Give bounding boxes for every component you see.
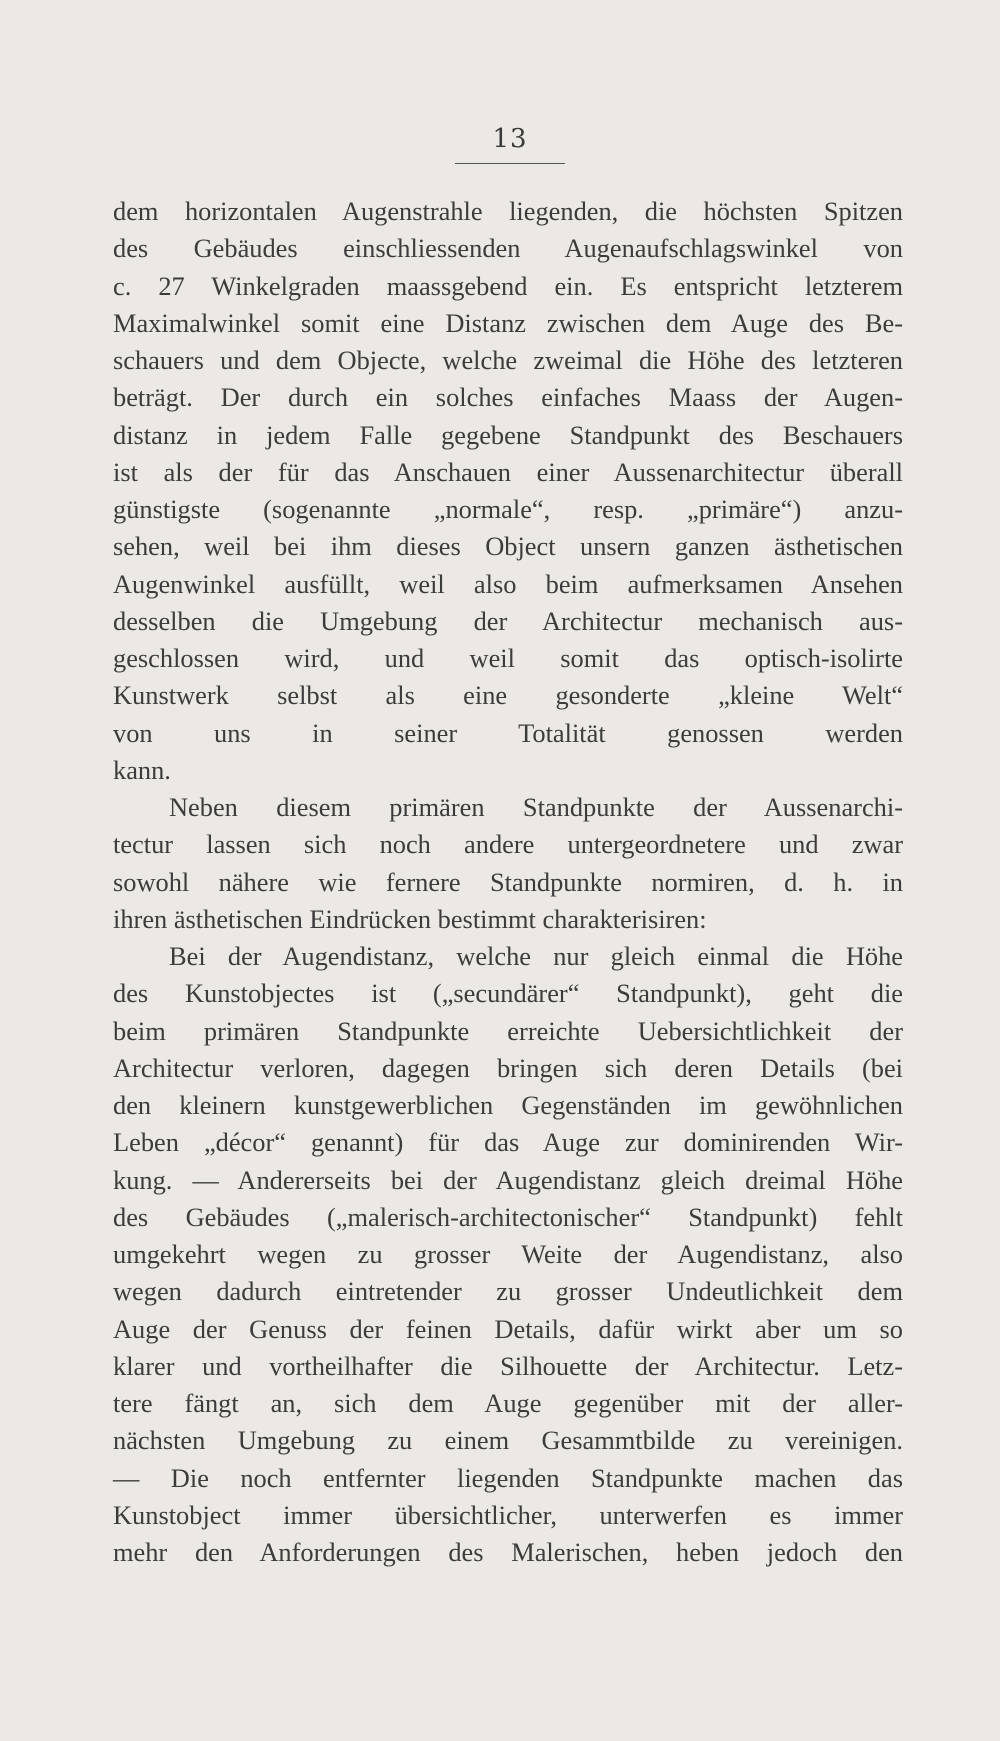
text-line: kung. — Andererseits bei der Augendistanz gleich dreimal Höhe: [113, 1164, 903, 1195]
text-line: — Die noch entfernter liegenden Standpunkte machen das: [113, 1462, 903, 1493]
text-line: Bei der Augendistanz, welche nur gleich einmal die Höhe: [169, 941, 903, 971]
text-line: von uns in seiner Totalität genossen werden: [113, 717, 903, 748]
text-line: c. 27 Winkelgraden maassgebend ein. Es entspricht letzterem: [113, 270, 903, 301]
text-line: sowohl nähere wie fernere Standpunkte normiren, d. h. in: [113, 866, 903, 897]
text-line: nächsten Umgebung zu einem Gesammtbilde zu vereinigen.: [113, 1425, 903, 1456]
text-line: kann.: [113, 754, 171, 785]
text-line: den kleinern kunstgewerblichen Gegenständen im gewöhnlichen: [113, 1090, 903, 1120]
text-line: sehen, weil bei ihm dieses Object unsern ganzen ästhetischen: [113, 531, 903, 562]
text-line: des Gebäudes („malerisch-architectonischer“ Standpunkt) fehlt: [113, 1201, 903, 1232]
text-line: wegen dadurch eintretender zu grosser Undeutlichkeit dem: [113, 1276, 903, 1307]
text-line: Augenwinkel ausfüllt, weil also beim aufmerksamen Ansehen: [113, 568, 903, 599]
body-text: [113, 193, 903, 1571]
text-line: desselben die Umgebung der Architectur mechanisch aus-: [113, 605, 903, 636]
text-line: Maximalwinkel somit eine Distanz zwischen dem Auge des Be-: [113, 307, 903, 338]
text-line: Neben diesem primären Standpunkte der Aussenarchi-: [169, 792, 903, 822]
text-line: klarer und vortheilhafter die Silhouette der Architectur. Letz-: [113, 1350, 903, 1381]
text-line: Kunstwerk selbst als eine gesonderte „kleine Welt“: [113, 680, 903, 711]
header-rule: [455, 163, 565, 164]
page-number: 13: [492, 124, 528, 154]
text-line: Kunstobject immer übersichtlicher, unterwerfen es immer: [113, 1499, 903, 1530]
text-line: mehr den Anforderungen des Malerischen, heben jedoch den: [113, 1537, 903, 1567]
text-line: des Kunstobjectes ist („secundärer“ Standpunkt), geht die: [113, 978, 903, 1009]
text-line: ihren ästhetischen Eindrücken bestimmt charakterisiren:: [113, 903, 707, 934]
text-line: schauers und dem Objecte, welche zweimal die Höhe des letzteren: [113, 345, 903, 375]
text-line: Auge der Genuss der feinen Details, dafür wirkt aber um so: [113, 1313, 903, 1344]
text-line: günstigste (sogenannte „normale“, resp. „primäre“) anzu-: [113, 494, 903, 524]
text-line: umgekehrt wegen zu grosser Weite der Augendistanz, also: [113, 1239, 903, 1269]
text-line: tectur lassen sich noch andere untergeordnetere und zwar: [113, 829, 903, 860]
text-line: des Gebäudes einschliessenden Augenaufschlagswinkel von: [113, 233, 903, 264]
text-line: Architectur verloren, dagegen bringen sich deren Details (bei: [113, 1052, 903, 1083]
text-line: beträgt. Der durch ein solches einfaches Maass der Augen-: [113, 382, 903, 413]
text-line: Leben „décor“ genannt) für das Auge zur dominirenden Wir-: [113, 1127, 903, 1158]
text-line: tere fängt an, sich dem Auge gegenüber mit der aller-: [113, 1388, 903, 1418]
text-line: geschlossen wird, und weil somit das optisch-isolirte: [113, 643, 903, 673]
text-line: distanz in jedem Falle gegebene Standpunkt des Beschauers: [113, 419, 903, 450]
text-line: dem horizontalen Augenstrahle liegenden, die höchsten Spitzen: [113, 196, 903, 226]
text-line: beim primären Standpunkte erreichte Uebersichtlichkeit der: [113, 1015, 903, 1046]
text-line: ist als der für das Anschauen einer Aussenarchitectur überall: [113, 456, 903, 487]
